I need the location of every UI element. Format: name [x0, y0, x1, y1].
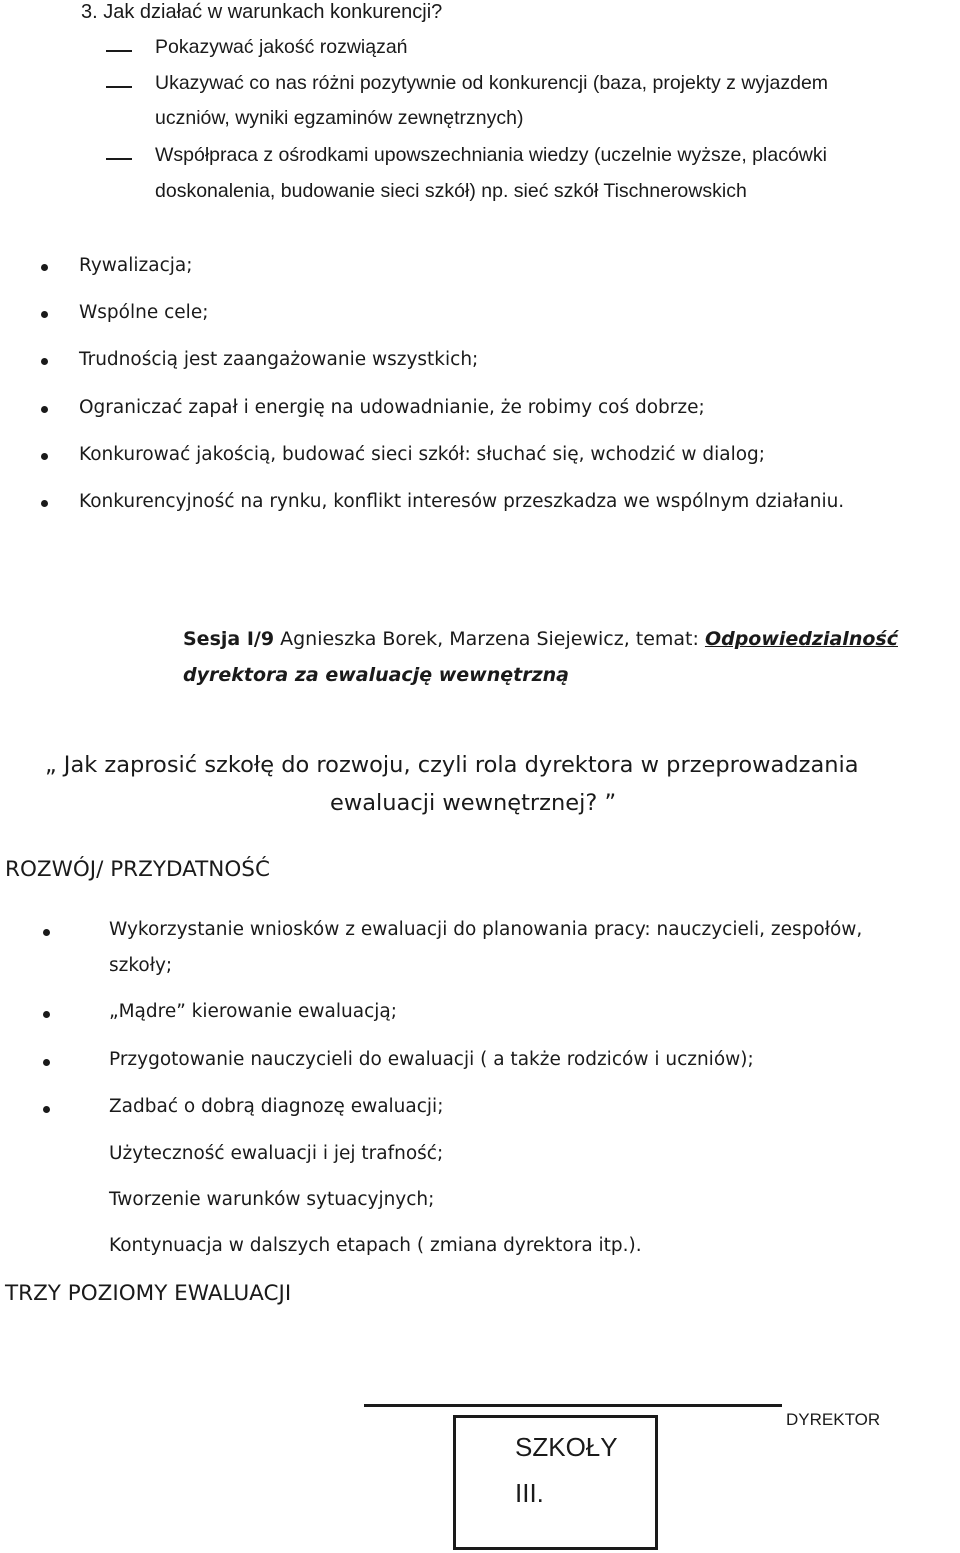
list-item: Rywalizacja; — [79, 255, 193, 276]
dash-item-continuation: uczniów, wyniki egzaminów zewnętrznych) — [155, 107, 524, 129]
list-item: Konkurować jakością, budować sieci szkół: słuchać się, wchodzić w dialog; — [79, 444, 766, 465]
diagram-box-level: III. — [515, 1478, 544, 1508]
dash-item-continuation: doskonalenia, budowanie sieci szkół) np. sieć szkół Tischnerowskich — [155, 180, 747, 202]
list-item: „Mądre” kierowanie ewaluacją; — [109, 1001, 397, 1022]
bullet-icon — [43, 1059, 50, 1066]
bullet-icon — [43, 1011, 50, 1018]
list-item: Ograniczać zapał i energię na udowadnianie, że robimy coś dobrze; — [79, 397, 705, 418]
section-heading: 3. Jak działać w warunkach konkurencji? — [81, 1, 443, 23]
dash-item: Pokazywać jakość rozwiązań — [155, 36, 408, 58]
dash-item: Ukazywać co nas różni pozytywnie od konkurencji (baza, projekty z wyjazdem — [155, 72, 829, 94]
bullet-icon — [41, 406, 48, 413]
list-item: Zadbać o dobrą diagnozę ewaluacji; — [109, 1096, 444, 1117]
list-item: Konkurencyjność na rynku, konflikt interesów przeszkadza we wspólnym działaniu. — [79, 491, 845, 512]
dash-item: Współpraca z ośrodkami upowszechniania wiedzy (uczelnie wyższe, placówki — [155, 144, 827, 166]
bullet-icon — [41, 358, 48, 365]
bullet-icon — [41, 311, 48, 318]
bullet-icon — [41, 453, 48, 460]
list-item: Wspólne cele; — [79, 302, 209, 323]
diagram-label-dyrektor: DYREKTOR — [786, 1410, 881, 1429]
session-title: Odpowiedzialność — [704, 628, 898, 650]
bullet-icon — [41, 500, 48, 507]
section-heading-rozwoj: ROZWÓJ/ PRZYDATNOŚĆ — [5, 857, 270, 882]
section-heading-levels: TRZY POZIOMY EWALUACJI — [5, 1281, 292, 1306]
bullet-icon — [43, 929, 50, 936]
quote-line: ewaluacji wewnętrznej? ” — [330, 790, 617, 816]
bullet-icon — [41, 264, 48, 271]
dash-marker — [106, 86, 132, 88]
bullet-icon — [43, 1106, 50, 1113]
session-title-continuation — [183, 664, 569, 686]
session-line — [183, 628, 898, 650]
session-title-rest: dyrektora za ewaluację wewnętrzną — [183, 664, 569, 686]
dash-marker — [106, 50, 132, 52]
list-item: Użyteczność ewaluacji i jej trafność; — [109, 1143, 444, 1164]
list-item: Przygotowanie nauczycieli do ewaluacji ( a także rodziców i uczniów); — [109, 1049, 754, 1070]
list-item: Tworzenie warunków sytuacyjnych; — [109, 1189, 435, 1210]
session-label: Sesja I/9 — [183, 628, 275, 650]
diagram-box-label: SZKOŁY — [515, 1432, 618, 1462]
list-item: Kontynuacja w dalszych etapach ( zmiana dyrektora itp.). — [109, 1235, 642, 1256]
quote-line: „ Jak zaprosić szkołę do rozwoju, czyli rola dyrektora w przeprowadzania — [45, 752, 859, 778]
dash-marker — [106, 158, 132, 160]
session-authors: Agnieszka Borek, Marzena Siejewicz, temat: — [274, 628, 705, 650]
list-item: Trudnością jest zaangażowanie wszystkich; — [79, 349, 479, 370]
list-item-continuation: szkoły; — [109, 955, 173, 976]
list-item: Wykorzystanie wniosków z ewaluacji do planowania pracy: nauczycieli, zespołów, — [109, 919, 863, 940]
diagram-line — [364, 1404, 782, 1407]
